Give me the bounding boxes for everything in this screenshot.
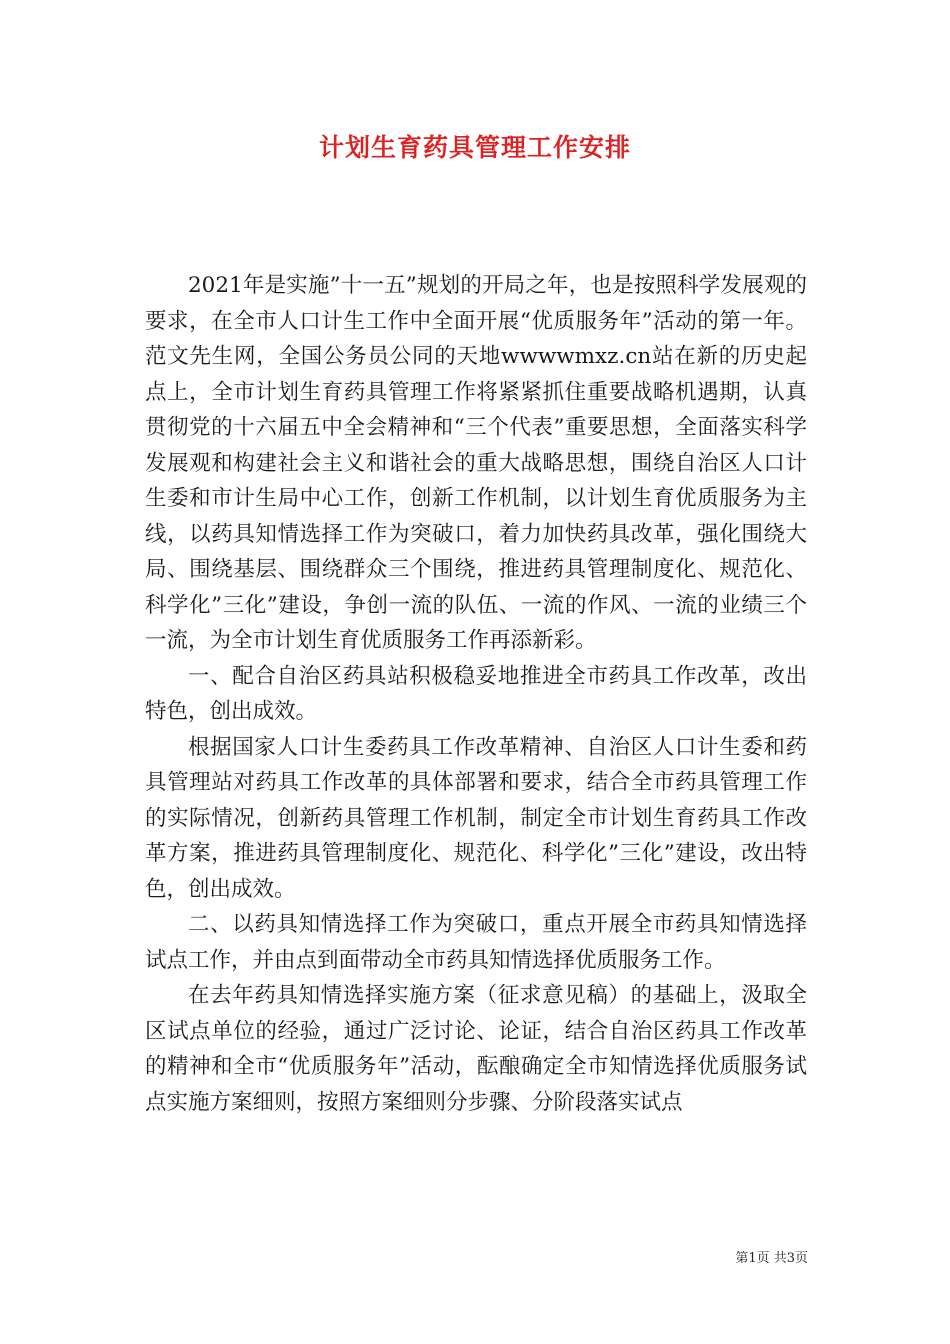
paragraph: 2021年是实施”十一五”规划的开局之年，也是按照科学发展观的要求，在全市人口计生工作中全面开展“优质服务年”活动的第一年。范文先生网，全国公务员公同的天地wwwwmxz.cn站在新的历史起点上，全市计划生育药具管理工作将紧紧抓住重要战略机遇期，认真贯彻党的十六届五中全会精神和“三个代表”重要思想，全面落实科学发展观和构建社会主义和谐社会的重大战略思想，围绕自治区人口计生委和市计生局中心工作，创新工作机制，以计划生育优质服务为主线，以药具知情选择工作为突破口，着力加快药具改革，强化围绕大局、围绕基层、围绕群众三个围绕，推进药具管理制度化、规范化、科学化”三化”建设，争创一流的队伍、一流的作风、一流的业绩三个一流，为全市计划生育优质服务工作再添新彩。 — [145, 273, 807, 653]
page-number: 第1页 共3页 — [735, 1251, 808, 1266]
paragraph: 根据国家人口计生委药具工作改革精神、自治区人口计生委和药具管理站对药具工作改革的具体部署和要求，结合全市药具管理工作的实际情况，创新药具管理工作机制，制定全市计划生育药具工作改革方案，推进药具管理制度化、规范化、科学化”三化”建设，改出特色，创出成效。 — [145, 734, 807, 902]
section-heading: 一、配合自治区药具站积极稳妥地推进全市药具工作改革，改出特色，创出成效。 — [145, 663, 807, 724]
paragraph: 在去年药具知情选择实施方案（征求意见稿）的基础上，汲取全区试点单位的经验，通过广泛讨论、论证，结合自治区药具工作改革的精神和全市“优质服务年”活动，酝酿确定全市知情选择优质服务试点实施方案细则，按照方案细则分步骤、分阶段落实试点 — [145, 983, 807, 1115]
document-body — [145, 268, 807, 1120]
document-title: 计划生育药具管理工作安排 — [318, 133, 631, 162]
section-heading: 二、以药具知情选择工作为突破口，重点开展全市药具知情选择试点工作，并由点到面带动全市药具知情选择优质服务工作。 — [145, 912, 807, 973]
